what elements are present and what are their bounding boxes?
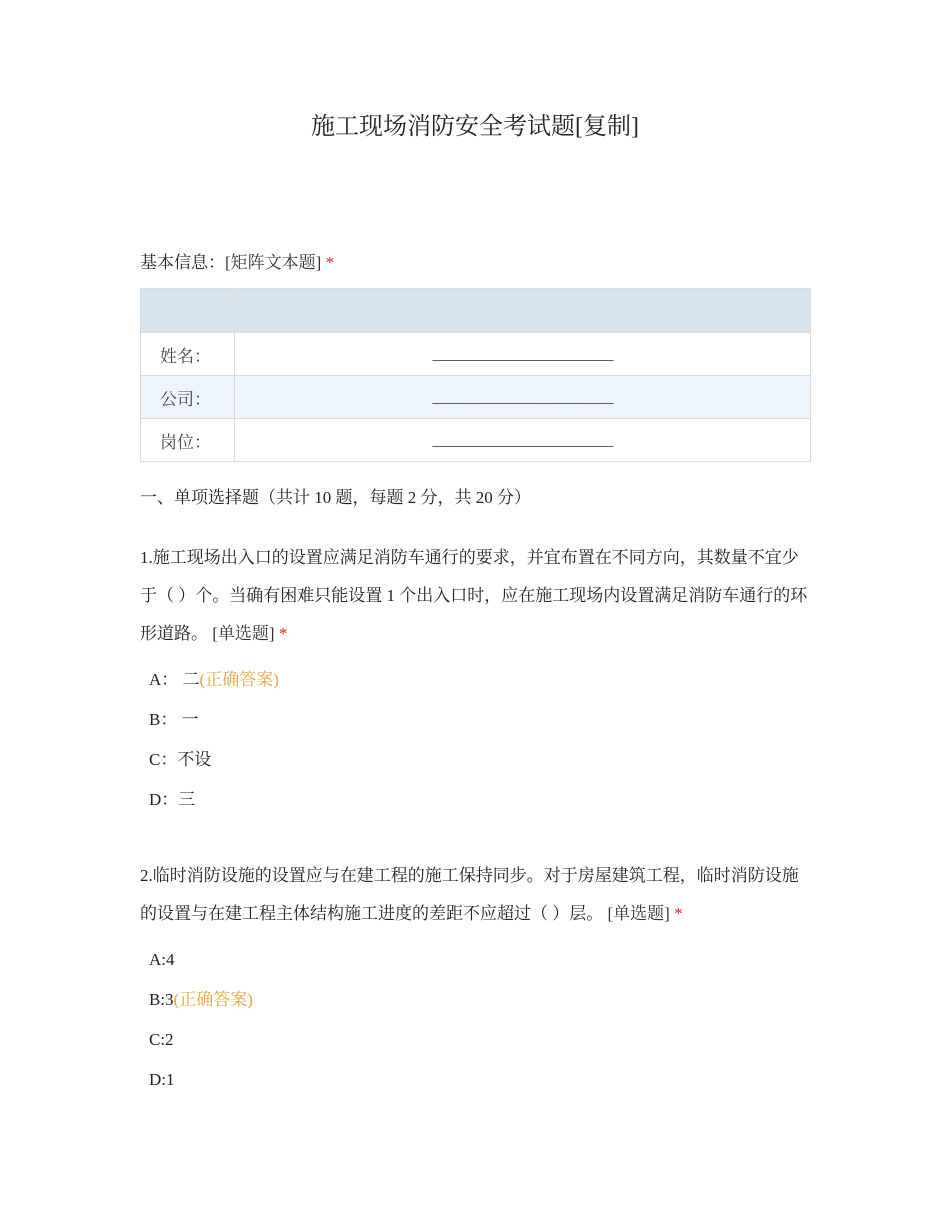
- option-text: B:3: [149, 990, 174, 1009]
- question-1-option-c[interactable]: [149, 748, 211, 772]
- question-2-option-b[interactable]: [149, 988, 253, 1012]
- option-text: C：不设: [149, 750, 212, 769]
- question-2-type-tag: [单选题]: [607, 904, 670, 923]
- basic-info-type-tag: [矩阵文本题]: [225, 253, 322, 272]
- option-text: B： 一: [149, 710, 199, 729]
- question-1-option-b[interactable]: [149, 708, 199, 732]
- question-1-option-d[interactable]: [149, 788, 195, 812]
- option-text: D：三: [149, 790, 196, 809]
- question-2: [140, 857, 812, 933]
- basic-info-label: 基本信息：: [140, 253, 225, 272]
- required-mark: *: [325, 253, 335, 272]
- question-2-option-a[interactable]: [149, 948, 175, 972]
- question-1-text: 1.施工现场出入口的设置应满足消防车通行的要求，并宜布置在不同方向，其数量不宜少于（ ）个。当确有困难只能设置 1 个出入口时，应在施工现场内设置满足消防车通行的环形道路。: [140, 548, 808, 643]
- option-text: A： 二: [149, 670, 200, 689]
- basic-info-matrix-table: [140, 288, 811, 462]
- section-heading: 一、单项选择题（共计 10 题，每题 2 分，共 20 分）: [140, 488, 531, 507]
- correct-answer-note: (正确答案): [173, 990, 253, 1009]
- matrix-row-company: [141, 376, 811, 419]
- company-label: 公司：: [141, 376, 235, 419]
- matrix-header-row: [141, 289, 811, 333]
- option-text: D:1: [149, 1070, 175, 1089]
- option-text: C:2: [149, 1030, 174, 1049]
- question-1-option-a[interactable]: [149, 668, 279, 692]
- matrix-header-cell: [141, 289, 235, 333]
- matrix-header-cell: [235, 289, 811, 333]
- question-2-option-d[interactable]: [149, 1068, 175, 1092]
- position-input[interactable]: ________________________: [235, 419, 811, 462]
- position-label: 岗位：: [141, 419, 235, 462]
- matrix-row-position: [141, 419, 811, 462]
- question-1: [140, 539, 812, 653]
- name-label: 姓名：: [141, 333, 235, 376]
- name-input[interactable]: ________________________: [235, 333, 811, 376]
- option-text: A:4: [149, 950, 175, 969]
- required-mark: *: [278, 624, 288, 643]
- company-input[interactable]: ________________________: [235, 376, 811, 419]
- question-2-option-c[interactable]: [149, 1028, 174, 1052]
- correct-answer-note: (正确答案): [199, 670, 279, 689]
- required-mark: *: [674, 904, 683, 923]
- matrix-row-name: [141, 333, 811, 376]
- question-2-text: 2.临时消防设施的设置应与在建工程的施工保持同步。对于房屋建筑工程，临时消防设施的设置与在建工程主体结构施工进度的差距不应超过（ ）层。: [140, 866, 799, 923]
- page-title: 施工现场消防安全考试题[复制]: [311, 114, 639, 140]
- basic-info-question: [140, 250, 820, 276]
- question-1-type-tag: [单选题]: [212, 624, 275, 643]
